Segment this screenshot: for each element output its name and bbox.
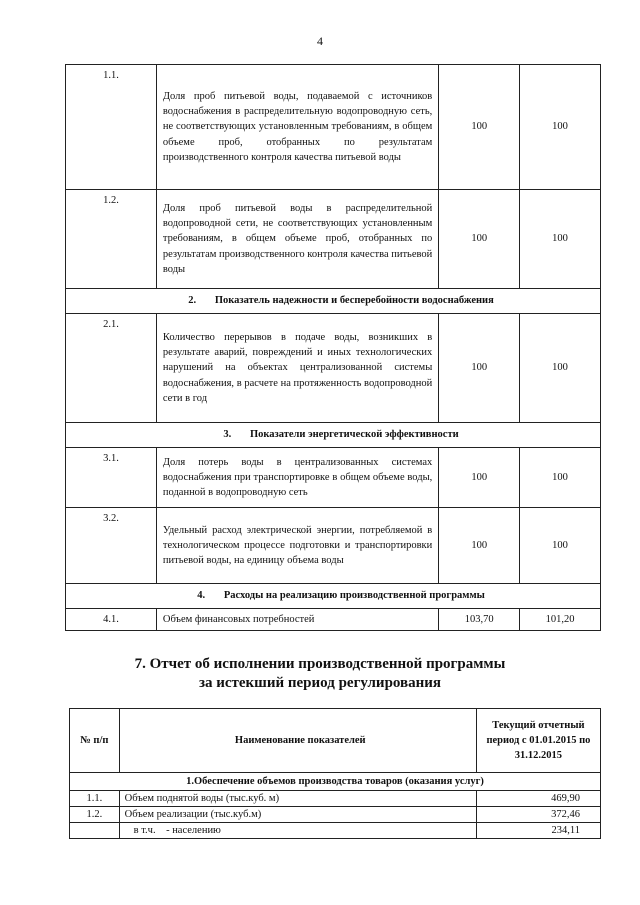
section-title: Показатели энергетической эффективности [249, 429, 459, 441]
row-value-fact: 100 [520, 190, 601, 289]
indicators-table [65, 64, 601, 631]
column-header-period: Текущий отчетный период с 01.01.2015 по 31.12.2015 [476, 709, 600, 773]
row-number [70, 823, 120, 839]
row-number: 1.2. [70, 807, 120, 823]
report-title-line: 7. Отчет об исполнении производственной программы [134, 656, 506, 672]
group-title: 1.Обеспечение объемов производства товаров (оказания услуг) [70, 773, 601, 791]
row-value-plan: 100 [439, 65, 520, 190]
row-value: 234,11 [476, 823, 600, 839]
row-value: 372,46 [476, 807, 600, 823]
row-description: Объем финансовых потребностей [156, 609, 438, 631]
row-description: Доля проб питьевой воды, подаваемой с источников водоснабжения в распределительную водопроводную сеть, не соответствующих установленным требованиям, в общем объеме проб, отобранных по результатам производственного контроля качества питьевой воды [156, 65, 438, 190]
row-value: 469,90 [476, 791, 600, 807]
section-number: 2. [188, 295, 197, 307]
section-header [66, 289, 601, 314]
row-value-fact: 100 [520, 508, 601, 584]
row-description: Доля проб питьевой воды в распределительной водопроводной сети, не соответствующих установленным требованиям, в общем объеме проб, отобранных по результатам производственного контроля качества питьевой воды [156, 190, 438, 289]
table-row [66, 190, 601, 289]
row-description: Количество перерывов в подаче воды, возникших в результате аварий, повреждений и иных технологических нарушений на объектах централизованной системы водоснабжения, в расчете на протяженность водопроводной сети в год [156, 314, 438, 423]
section-title: Показатель надежности и бесперебойности водоснабжения [214, 295, 494, 307]
row-value-plan: 100 [439, 508, 520, 584]
row-number: 3.2. [66, 508, 157, 584]
row-description: Удельный расход электрической энергии, потребляемой в технологическом процессе подготовки и транспортировки питьевой воды, на единицу объема воды [156, 508, 438, 584]
section-number: 3. [223, 429, 232, 441]
table-row [66, 314, 601, 423]
row-value-fact: 100 [520, 65, 601, 190]
table-row [70, 807, 601, 823]
row-value-fact: 100 [520, 314, 601, 423]
report-title-line: за истекший период регулирования [198, 674, 442, 691]
table-row [70, 791, 601, 807]
row-name: в т.ч. - населению [119, 823, 476, 839]
table-header-row [70, 709, 601, 773]
row-number: 1.1. [66, 65, 157, 190]
column-header-num: № п/п [70, 709, 120, 773]
page-number: 4 [317, 34, 323, 48]
section-header [66, 584, 601, 609]
row-name: Объем реализации (тыс.куб.м) [119, 807, 476, 823]
row-value-plan: 103,70 [439, 609, 520, 631]
row-value-fact: 100 [520, 448, 601, 508]
row-value-plan: 100 [439, 448, 520, 508]
table-row [66, 65, 601, 190]
row-number: 2.1. [66, 314, 157, 423]
row-description: Доля потерь воды в централизованных системах водоснабжения при транспортировке в общем объеме воды, поданной в водопроводную сеть [156, 448, 438, 508]
table-row [66, 508, 601, 584]
column-header-name: Наименование показателей [119, 709, 476, 773]
report-title [0, 655, 640, 693]
row-value-fact: 101,20 [520, 609, 601, 631]
section-header [66, 423, 601, 448]
section-title: Расходы на реализацию производственной программы [223, 590, 485, 602]
row-number: 3.1. [66, 448, 157, 508]
row-number: 4.1. [66, 609, 157, 631]
row-name: Объем поднятой воды (тыс.куб. м) [119, 791, 476, 807]
group-header [70, 773, 601, 791]
row-value-plan: 100 [439, 190, 520, 289]
table-row [70, 823, 601, 839]
report-table [69, 708, 601, 839]
row-number: 1.1. [70, 791, 120, 807]
table-row [66, 609, 601, 631]
table-row [66, 448, 601, 508]
row-value-plan: 100 [439, 314, 520, 423]
section-number: 4. [197, 590, 206, 602]
row-number: 1.2. [66, 190, 157, 289]
